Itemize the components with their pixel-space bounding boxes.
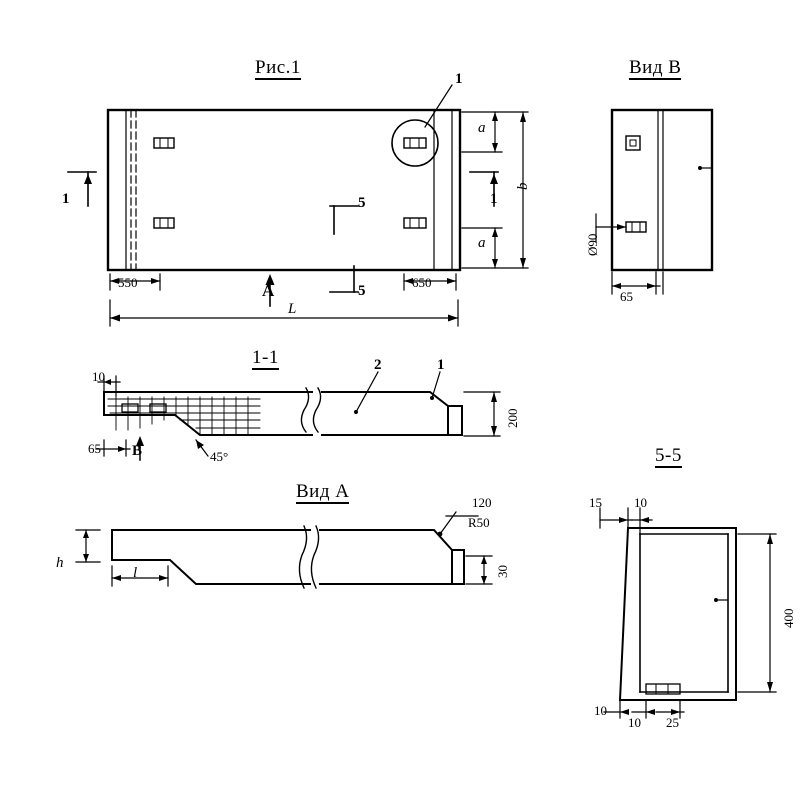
sec55-dim-10: 10 [628, 715, 641, 730]
fig1-section-mark-5-bottom: 5 [358, 283, 366, 299]
sec11-dim-10: 10 [92, 369, 105, 384]
sec55-dim-15: 15 [589, 495, 602, 510]
fig1-view-a-arrow-label: А [262, 281, 275, 300]
sec11-view-b-label: B [132, 443, 143, 459]
fig1-slab-outline [108, 110, 460, 270]
viewv-outline [612, 110, 712, 270]
fig1-dim-550: 550 [118, 275, 138, 290]
section-1-1-title: 1-1 [252, 347, 279, 368]
sec11-dim-200: 200 [505, 408, 520, 428]
fig1-callout-1: 1 [455, 71, 463, 87]
viewv-dim-65: 65 [620, 289, 633, 304]
fig1-dim-a-bottom: a [478, 235, 486, 251]
sec11-callout-2: 2 [374, 357, 382, 373]
sec55-dim-25: 25 [666, 715, 679, 730]
fig1-section-mark-5-top: 5 [358, 195, 366, 211]
fig1-section-mark-left: 1 [62, 191, 70, 207]
sec11-angle-45: 45° [210, 449, 229, 464]
sec55-dim-10-left: 10 [594, 703, 607, 718]
viewa-title: Вид А [296, 481, 350, 502]
fig1-title: Рис.1 [255, 57, 301, 78]
sec55-dim-400: 400 [781, 608, 796, 628]
sec11-dim-65: 65 [88, 441, 101, 456]
viewv-title: Вид В [629, 57, 682, 78]
viewa-dim-r50: R50 [468, 515, 490, 530]
sec11-callout-1: 1 [437, 357, 445, 373]
fig1-dim-b: b [515, 182, 531, 190]
fig1-dim-650: 650 [412, 275, 432, 290]
fig1-dim-a-top: a [478, 120, 486, 136]
sec55-dim-10-top: 10 [634, 495, 647, 510]
fig1-section-mark-right: 1 [490, 191, 498, 207]
viewa-dim-h: h [56, 555, 64, 571]
viewv-dim-90: Ø90 [585, 233, 600, 256]
viewa-dim-120: 120 [472, 495, 492, 510]
section-5-5-title: 5-5 [655, 445, 682, 466]
viewa-dim-30: 30 [495, 565, 510, 578]
fig1-dim-L: L [288, 301, 297, 317]
viewa-dim-l: l [133, 565, 138, 581]
